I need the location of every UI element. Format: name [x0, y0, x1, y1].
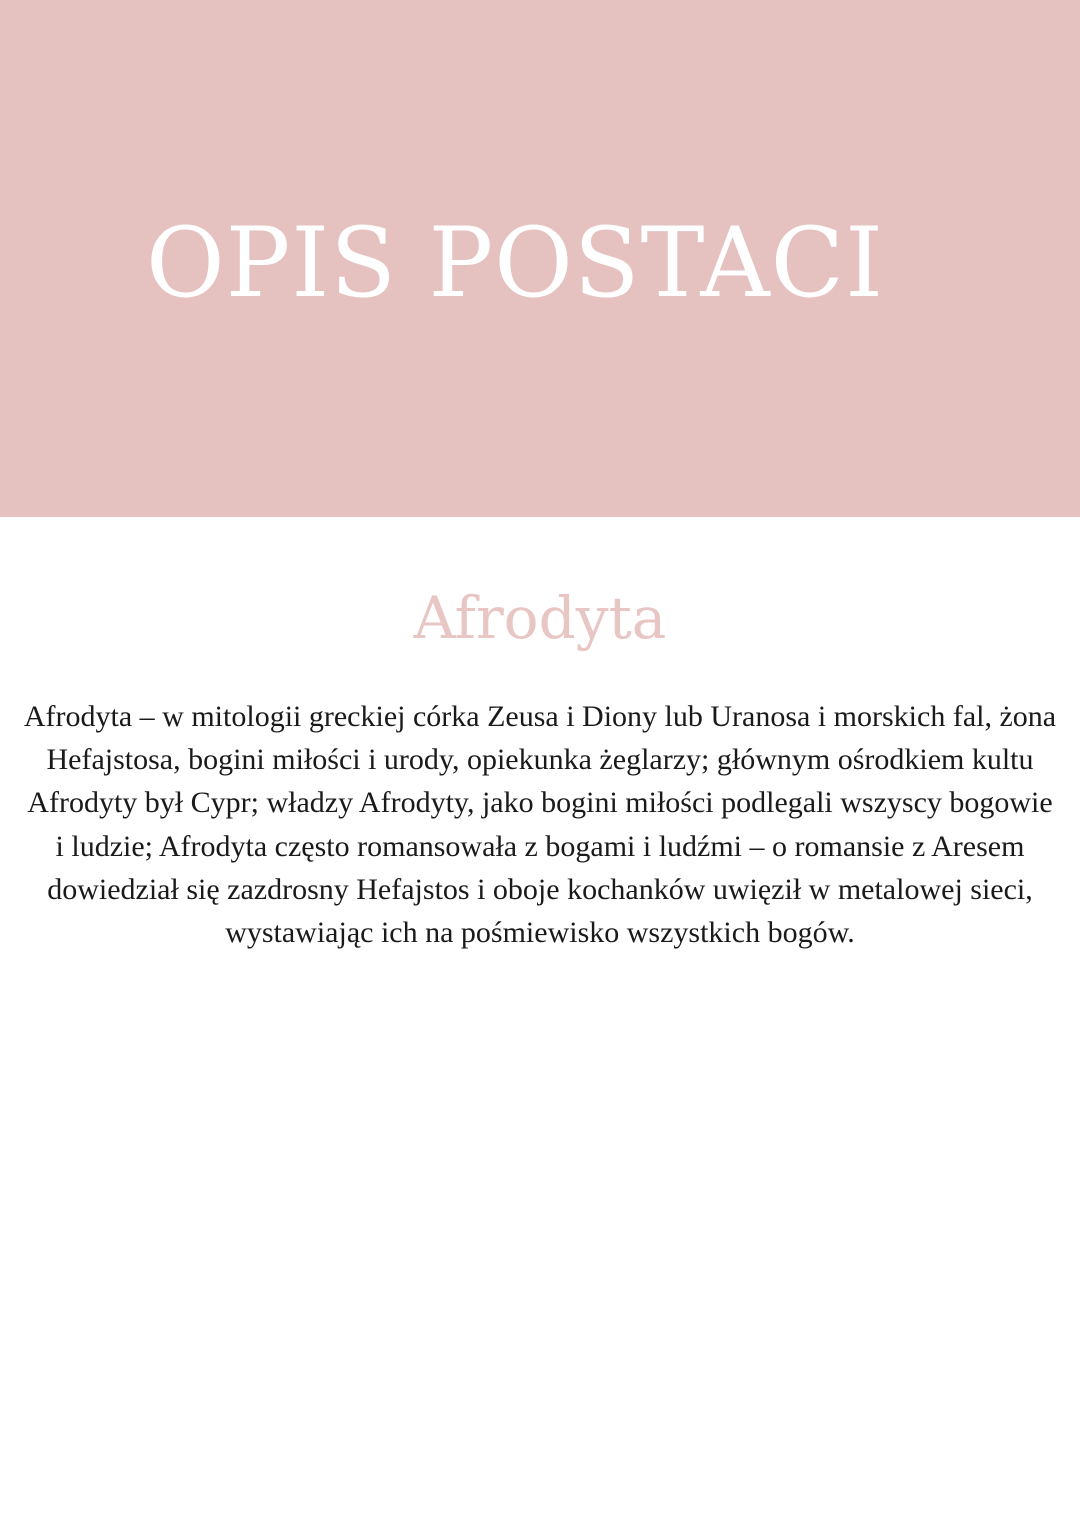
header-banner — [0, 0, 1080, 517]
character-name-heading: Afrodyta — [413, 584, 667, 652]
page-title: OPIS POSTACI — [145, 207, 885, 319]
character-description: Afrodyta – w mitologii greckiej córka Zeusa i Diony lub Uranosa i morskich fal, żona Hefajstosa, bogini miłości i urody, opiekunka żeglarzy; głównym ośrodkiem kultu Afrodyty był Cypr; władzy Afrodyty, jako bogini miłości podlegali wszyscy bogowie i ludzie; Afrodyta często romansowała z bogami i ludźmi – o romansie z Aresem dowiedział się zazdrosny Hefajstos i oboje kochanków uwięził w metalowej sieci, wystawiając ich na pośmiewisko wszystkich bogów. — [23, 700, 1057, 950]
